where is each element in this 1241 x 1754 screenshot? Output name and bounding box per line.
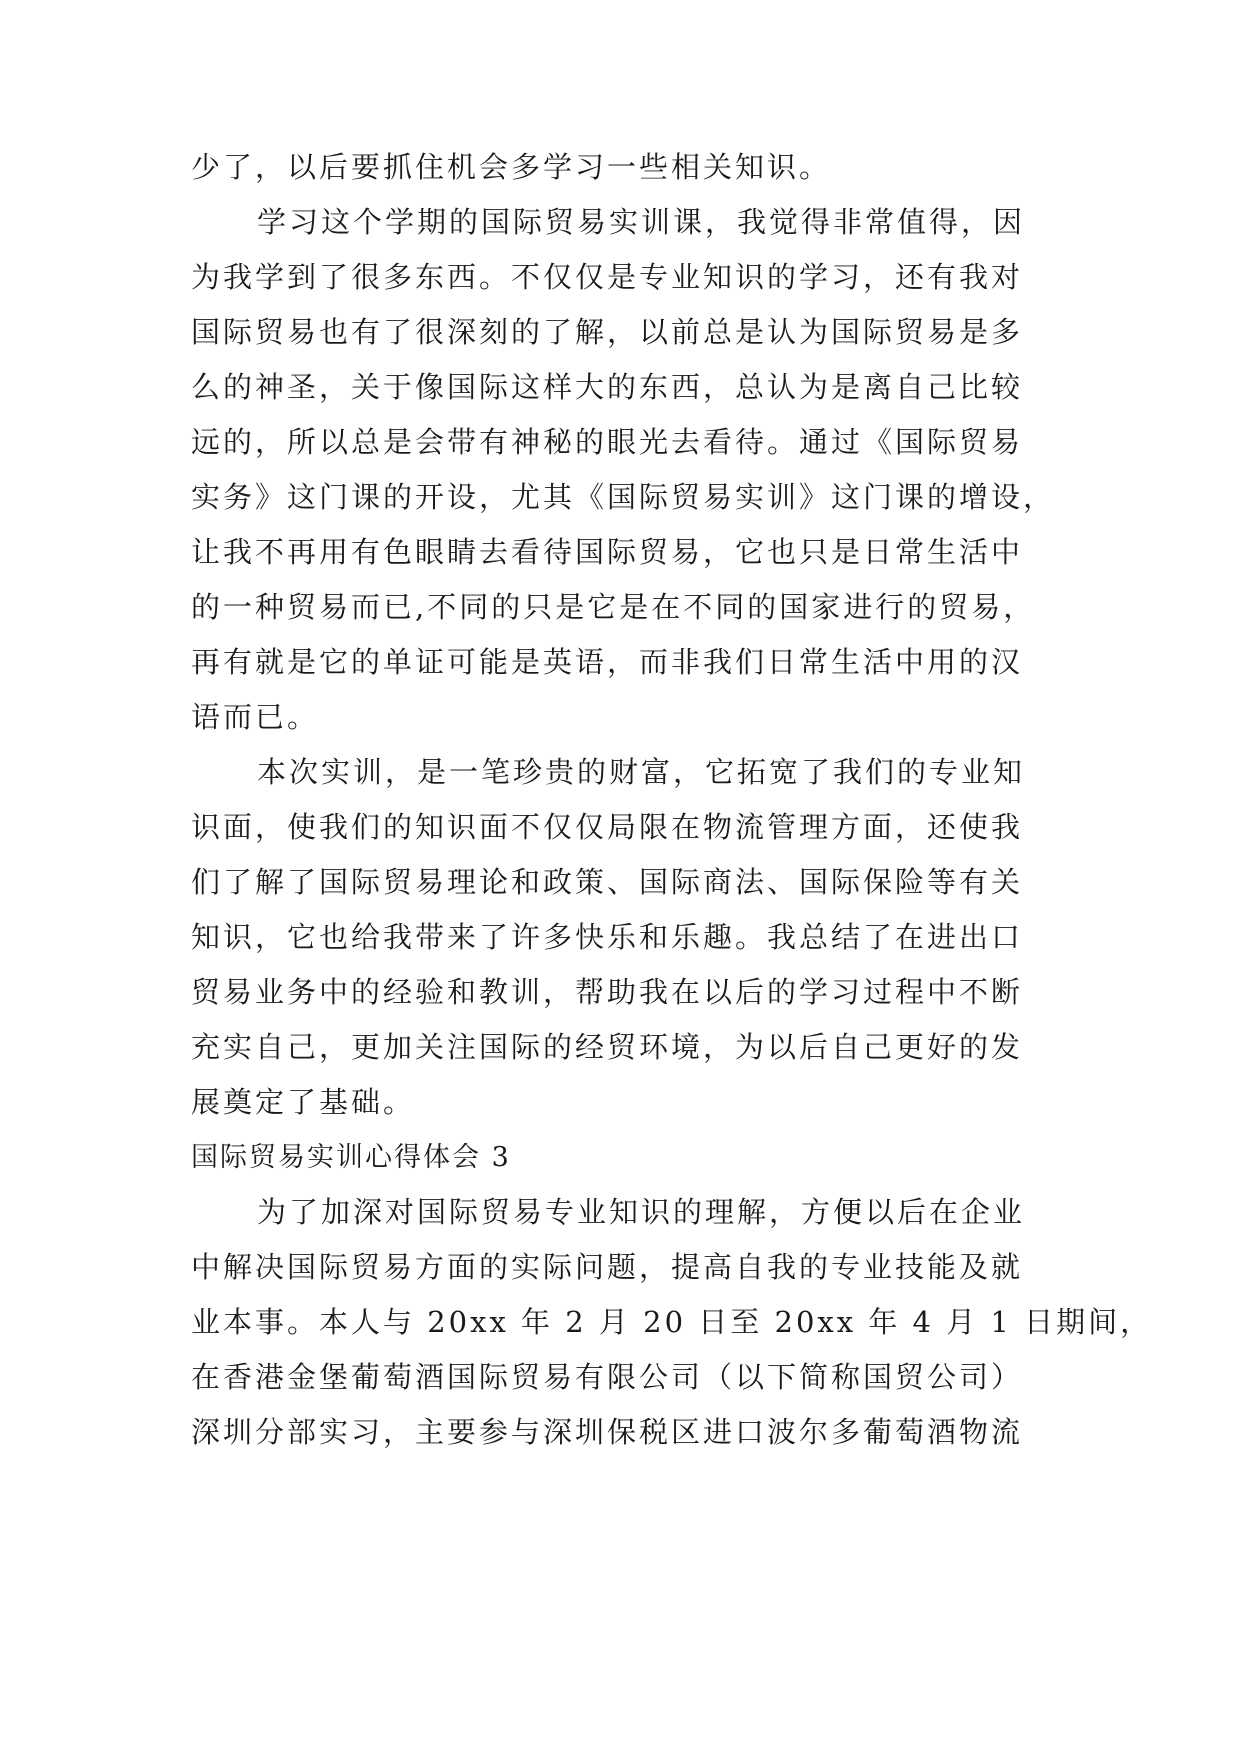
- text-line: 让我不再用有色眼睛去看待国际贸易，它也只是日常生活中: [191, 535, 1024, 569]
- text-line: 为了加深对国际贸易专业知识的理解，方便以后在企业: [257, 1195, 1026, 1229]
- text-line: 展奠定了基础。: [191, 1085, 416, 1119]
- text-line: 深圳分部实习，主要参与深圳保税区进口波尔多葡萄酒物流: [191, 1415, 1024, 1449]
- text-line: 少了，以后要抓住机会多学习一些相关知识。: [191, 150, 832, 184]
- text-line: 的一种贸易而已,不同的只是它是在不同的国家进行的贸易，: [191, 590, 1036, 624]
- text-line: 知识，它也给我带来了许多快乐和乐趣。我总结了在进出口: [191, 920, 1024, 954]
- text-line: 业本事。本人与 20xx 年 2 月 20 日至 20xx 年 4 月 1 日期间，: [191, 1305, 1153, 1339]
- section-heading: 国际贸易实训心得体会 3: [191, 1142, 511, 1173]
- text-line: 语而已。: [191, 700, 320, 734]
- text-line: 为我学到了很多东西。不仅仅是专业知识的学习，还有我对: [191, 260, 1024, 294]
- text-line: 远的，所以总是会带有神秘的眼光去看待。通过《国际贸易: [191, 425, 1024, 459]
- text-line: 本次实训，是一笔珍贵的财富，它拓宽了我们的专业知: [257, 755, 1026, 789]
- text-line: 学习这个学期的国际贸易实训课，我觉得非常值得，因: [257, 205, 1026, 239]
- text-line: 再有就是它的单证可能是英语，而非我们日常生活中用的汉: [191, 645, 1024, 679]
- document-body: [191, 140, 1153, 1460]
- text-line: 识面，使我们的知识面不仅仅局限在物流管理方面，还使我: [191, 810, 1024, 844]
- text-line: 中解决国际贸易方面的实际问题，提高自我的专业技能及就: [191, 1250, 1024, 1284]
- text-line: 么的神圣，关于像国际这样大的东西，总认为是离自己比较: [191, 370, 1024, 404]
- text-line: 在香港金堡葡萄酒国际贸易有限公司（以下简称国贸公司）: [191, 1360, 1024, 1394]
- text-line: 充实自己，更加关注国际的经贸环境，为以后自己更好的发: [191, 1030, 1024, 1064]
- text-line: 国际贸易也有了很深刻的了解，以前总是认为国际贸易是多: [191, 315, 1024, 349]
- text-line: 们了解了国际贸易理论和政策、国际商法、国际保险等有关: [191, 865, 1024, 899]
- text-line: 贸易业务中的经验和教训，帮助我在以后的学习过程中不断: [191, 975, 1024, 1009]
- text-line: 实务》这门课的开设，尤其《国际贸易实训》这门课的增设，: [191, 480, 1056, 514]
